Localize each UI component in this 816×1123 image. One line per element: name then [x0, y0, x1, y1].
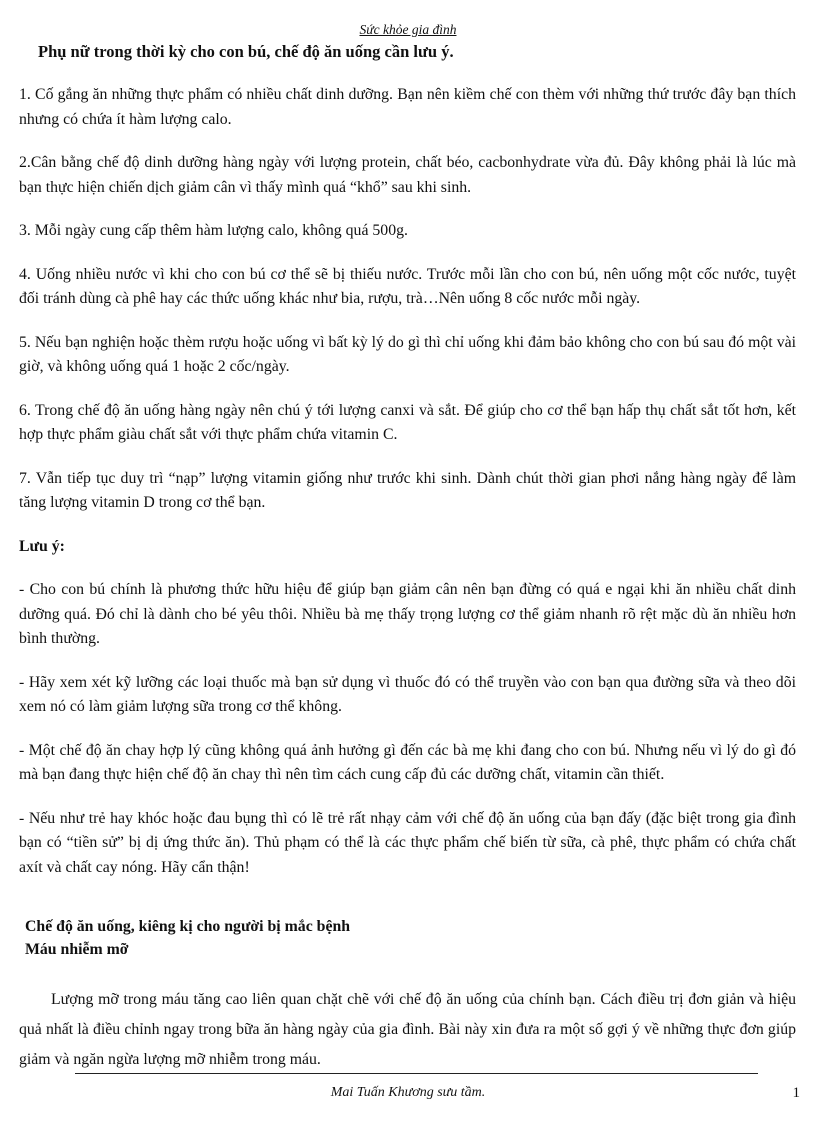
note-item: - Hãy xem xét kỹ lưỡng các loại thuốc mà bạn sử dụng vì thuốc đó có thể truyền vào con bạn qua đường sữa và theo dõi xem nó có làm giảm lượng sữa trong cơ thể không.: [19, 673, 796, 715]
page-number: 1: [792, 1085, 800, 1101]
section-heading-line: Máu nhiễm mỡ: [25, 941, 129, 958]
list-item: 3. Mỗi ngày cung cấp thêm hàm lượng calo, không quá 500g.: [19, 222, 408, 239]
note-item: - Nếu như trẻ hay khóc hoặc đau bụng thì có lẽ trẻ rất nhạy cảm với chế độ ăn uống của bạn đấy (đặc biệt trong gia đình bạn có “tiền sử” bị dị ứng thức ăn). Thủ phạm có thể là các thực phẩm chế biến từ sữa, cà phê, thực phẩm có chứa chất axít và chất cay nóng. Hãy cẩn thận!: [19, 809, 796, 876]
page-title: Phụ nữ trong thời kỳ cho con bú, chế độ ăn uống cần lưu ý.: [38, 42, 454, 61]
running-header: Sức khỏe gia đình: [359, 22, 457, 37]
list-item: 1. Cố gắng ăn những thực phẩm có nhiều chất dinh dưỡng. Bạn nên kiềm chế con thèm với những thứ trước đây bạn thích nhưng có chứa ít hàm lượng calo.: [19, 86, 796, 128]
footer-divider: [75, 1073, 758, 1074]
note-item: - Cho con bú chính là phương thức hữu hiệu để giúp bạn giảm cân nên bạn đừng có quá e ngại khi ăn nhiều chất dinh dưỡng quá. Đó chỉ là dành cho bé yêu thôi. Nhiều bà mẹ thấy trọng lượng cơ thể giảm nhanh rõ rệt mặc dù ăn nhiều hơn bình thường.: [19, 581, 796, 647]
list-item: 5. Nếu bạn nghiện hoặc thèm rượu hoặc uống vì bất kỳ lý do gì thì chỉ uống khi đảm bảo không cho con bú sau đó một vài giờ, và không uống quá 1 hoặc 2 cốc/ngày.: [19, 333, 796, 375]
section-heading-line: Chế độ ăn uống, kiêng kị cho người bị mắc bệnh: [25, 918, 351, 935]
note-heading: Lưu ý:: [19, 537, 65, 555]
list-item: 4. Uống nhiều nước vì khi cho con bú cơ thể sẽ bị thiếu nước. Trước mỗi lần cho con bú, nên uống một cốc nước, tuyệt đối tránh dùng cà phê hay các thức uống khác như bia, rượu, trà…Nên uống 8 cốc nước mỗi ngày.: [19, 265, 796, 307]
footer-credit: Mai Tuấn Khương sưu tầm.: [330, 1085, 486, 1100]
article-body: [19, 83, 796, 899]
section-intro: Lượng mỡ trong máu tăng cao liên quan chặt chẽ với chế độ ăn uống của chính bạn. Cách điều trị đơn giản và hiệu quả nhất là điều chỉnh ngay trong bữa ăn hàng ngày của gia đình. Bài này xin đưa ra một số gợi ý về những thực đơn giúp giảm và ngăn ngừa lượng mỡ nhiễm trong máu.: [19, 991, 796, 1068]
section-heading: [25, 915, 785, 961]
list-item: 6. Trong chế độ ăn uống hàng ngày nên chú ý tới lượng canxi và sắt. Để giúp cho cơ thể bạn hấp thụ chất sắt tốt hơn, kết hợp thực phẩm giàu chất sắt với thực phẩm chứa vitamin C.: [19, 401, 796, 443]
note-item: - Một chế độ ăn chay hợp lý cũng không quá ảnh hưởng gì đến các bà mẹ khi đang cho con bú. Nhưng nếu vì lý do gì đó mà bạn đang thực hiện chế độ ăn chay thì nên tìm cách cung cấp đủ các dưỡng chất, vitamin cần thiết.: [19, 741, 796, 783]
list-item: 7. Vẫn tiếp tục duy trì “nạp” lượng vitamin giống như trước khi sinh. Dành chút thời gian phơi nắng hàng ngày để làm tăng lượng vitamin D trong cơ thể bạn.: [19, 469, 796, 511]
list-item: 2.Cân bằng chế độ dinh dưỡng hàng ngày với lượng protein, chất béo, cacbonhydrate vừa đủ. Đây không phải là lúc mà bạn thực hiện chiến dịch giảm cân vì thấy mình quá “khổ” sau khi sinh.: [19, 154, 796, 196]
